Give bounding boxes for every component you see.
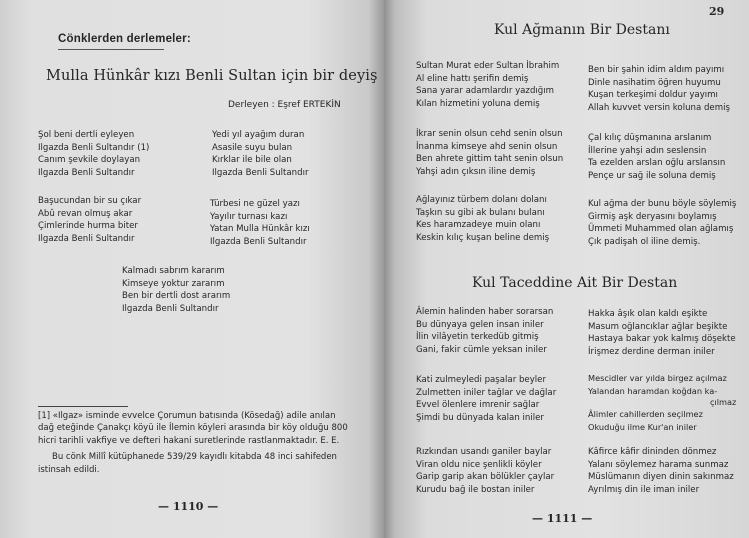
stanza [588, 64, 730, 114]
footnote-line: hicri tarihli vakfiye ve defteri hakani suretlerinde rastlanmaktadır. E. E. [38, 435, 340, 446]
verse-line: Ağlayınız türbem dolanı dolanı [416, 195, 547, 205]
stanza [588, 372, 736, 433]
verse-line: Zulmetten iniler tağlar ve dağlar [416, 387, 557, 398]
corner-number: 29 [709, 5, 725, 18]
footnote-line: [1] «Ilgaz» isminde evvelce Çorumun batısında (Kösedağ) adile anılan [38, 411, 336, 421]
stanza [588, 308, 736, 358]
verse-line: Kırklar ile bile olan [212, 155, 292, 166]
destan1-title: Kul Ağmanın Bir Destanı [494, 22, 670, 38]
verse-line: Âlimler cahillerden seçilmez [588, 409, 703, 420]
verse-line: Kes haramzadeye muin olanı [416, 220, 541, 231]
verse-line: Sana yarar adamlardır yazdığım [416, 86, 555, 97]
stanza [588, 446, 734, 496]
verse-line: Ilgazda Benli Sultandır (1) [38, 142, 150, 153]
footnote-line: dağ eteğinde Çanakçı köyü ile İlemin köyleri arasında bir köy olduğu 800 [38, 423, 348, 434]
verse-line: Başucundan bir su çıkar [38, 196, 142, 206]
verse-line: Kılan hizmetini yoluna demiş [416, 98, 540, 109]
verse-line: Ilgazda Benli Sultandır [38, 233, 135, 244]
verse-line: Kul ağma der bunu böyle söylemiş [588, 199, 737, 209]
stanza [210, 198, 310, 248]
verse-line: Taşkın su gibi ak bulanı bulanı [416, 207, 545, 218]
footnote [38, 410, 348, 476]
verse-line: Ayrılmış din ile iman iniler [588, 484, 700, 495]
stanza [416, 60, 559, 110]
verse-line: Asasile suyu bulan [212, 142, 293, 153]
verse-line: Sultan Murat eder Sultan İbrahim [416, 61, 560, 71]
verse-line: Yalandan haramdan koğdan ka- [588, 385, 718, 396]
compiler-credit: Derleyen : Eşref ERTEKİN [228, 100, 341, 110]
verse-line: Yalanı söylemez harama sunmaz [588, 459, 729, 470]
verse-line: Bu dünyaya gelen insan iniler [416, 319, 544, 330]
verse-line: Yatan Mulla Hünkâr kızı [210, 224, 310, 235]
stanza [416, 128, 563, 178]
verse-line: Kalmadı sabrım kararım [122, 266, 225, 276]
verse-line: Al eline hattı şerifin demiş [416, 73, 529, 84]
verse-line: Yahşi adın çıksın iline demiş [416, 166, 536, 177]
page-number: — 1111 — [532, 512, 593, 525]
verse-line: Kimseye yoktur zararım [122, 278, 225, 289]
stanza [38, 195, 141, 245]
footnote-line: Bu cönk Millî kütüphanede 539/29 kayıdlı kitabda 48 inci sahifeden [52, 452, 337, 463]
verse-line: Gani, fakir cümle yeksan iniler [416, 344, 547, 355]
verse-line: Ben bir şahin idim aldım payımı [588, 65, 725, 75]
verse-line: Mescidler var yılda birgez açılmaz [588, 373, 727, 383]
verse-line: İllerine yahşi adın seslensin [588, 145, 707, 156]
verse-line: Hastaya bakar yok kalmış döşekte [588, 334, 736, 345]
verse-line: Dinle nasihatim öğren huyumu [588, 77, 721, 88]
footnote-line: istinsah edildi. [38, 464, 100, 475]
verse-line: Evvel ölenlere imrenir sağlar [416, 400, 540, 411]
verse-line: Ilgazda Benli Sultandır [212, 167, 309, 178]
stanza [212, 129, 309, 179]
verse-line: İnanma kimseye ahd senin olsun [416, 141, 558, 152]
verse-line: Viran oldu nice şenlikli köyler [416, 459, 542, 470]
verse-line: Kuşan terkeşimi doldur yayımı [588, 90, 718, 101]
verse-line: Kati zulmeyledi paşalar beyler [416, 375, 546, 385]
verse-line: Ilgazda Benli Sultandır [210, 236, 307, 247]
verse-line: Allah kuvvet versin koluna demiş [588, 102, 730, 113]
verse-line: Hakka âşık olan kaldı eşikte [588, 309, 708, 319]
verse-line: Keskin kılıç kuşan beline demiş [416, 232, 550, 243]
stanza [416, 194, 549, 244]
verse-line: Ben ahrete gittim taht senin olsun [416, 154, 564, 165]
verse-line: Ta ezelden arslan oğlu arslansın [588, 158, 726, 169]
verse-line: Yayılır turnası kazı [210, 211, 288, 222]
verse-line: Şimdi bu dünyada kalan iniler [416, 412, 544, 423]
verse-line: Rızkından usandı ganiler baylar [416, 447, 552, 457]
footnote-rule [38, 406, 128, 407]
verse-line: Kâfirce kâfir dininden dönmez [588, 447, 717, 457]
stanza [122, 265, 230, 315]
verse-line: Türbesi ne güzel yazı [210, 199, 300, 209]
verse-line: Çal kılıç düşmanına arslanım [588, 133, 712, 143]
right-page [384, 0, 749, 538]
verse-line: Garip garip akan bölükler çaylar [416, 472, 555, 483]
stanza [588, 132, 725, 182]
verse-line: çılmaz [710, 397, 737, 408]
page-number: — 1110 — [158, 500, 219, 513]
stanza [416, 306, 553, 356]
stanza [588, 198, 736, 248]
verse-line: Şol beni dertli eyleyen [38, 130, 135, 140]
verse-line: Okuduğu ilme Kur'an iniler [588, 421, 697, 432]
verse-line: Çık padişah ol iline demiş. [588, 236, 701, 247]
section-heading-underline [58, 49, 164, 50]
verse-line: Ben bir dertli dost ararım [122, 291, 231, 302]
poem-title: Mulla Hünkâr kızı Benli Sultan için bir deyiş [46, 68, 378, 84]
destan2-title: Kul Taceddine Ait Bir Destan [472, 275, 678, 291]
verse-line: Abû revan olmuş akar [38, 208, 133, 219]
verse-line: Çimlerinde hurma biter [38, 221, 138, 232]
verse-line: Âlemin halinden haber sorarsan [416, 307, 554, 317]
verse-line: İkrar senin olsun cehd senin olsun [416, 129, 563, 139]
section-heading: Cönklerden derlemeler: [58, 33, 191, 45]
stanza [38, 129, 149, 179]
verse-line: Yedi yıl ayağım duran [212, 130, 305, 140]
verse-line: Ilgazda Benli Sultandır [122, 303, 219, 314]
verse-line: İlin vilâyetin terkedüb gitmiş [416, 332, 539, 343]
verse-line: Ümmeti Muhammed olan ağlamış [588, 224, 734, 235]
verse-line: Pençe ur sağ ile soluna demiş [588, 170, 716, 181]
verse-line: Müslümanın diyen dinin sakınmaz [588, 472, 734, 483]
verse-line: Kurudu bağ ile bostan iniler [416, 484, 535, 495]
verse-line: Canım şevkile doylayan [38, 155, 141, 166]
stanza [416, 374, 556, 424]
verse-line: Girmiş aşk deryasını boylamış [588, 211, 717, 222]
verse-line: Masum oğlancıklar ağlar beşikte [588, 321, 728, 332]
verse-line: İrişmez derdine derman iniler [588, 346, 715, 357]
verse-line: Ilgazda Benli Sultandır [38, 167, 135, 178]
stanza [416, 446, 554, 496]
